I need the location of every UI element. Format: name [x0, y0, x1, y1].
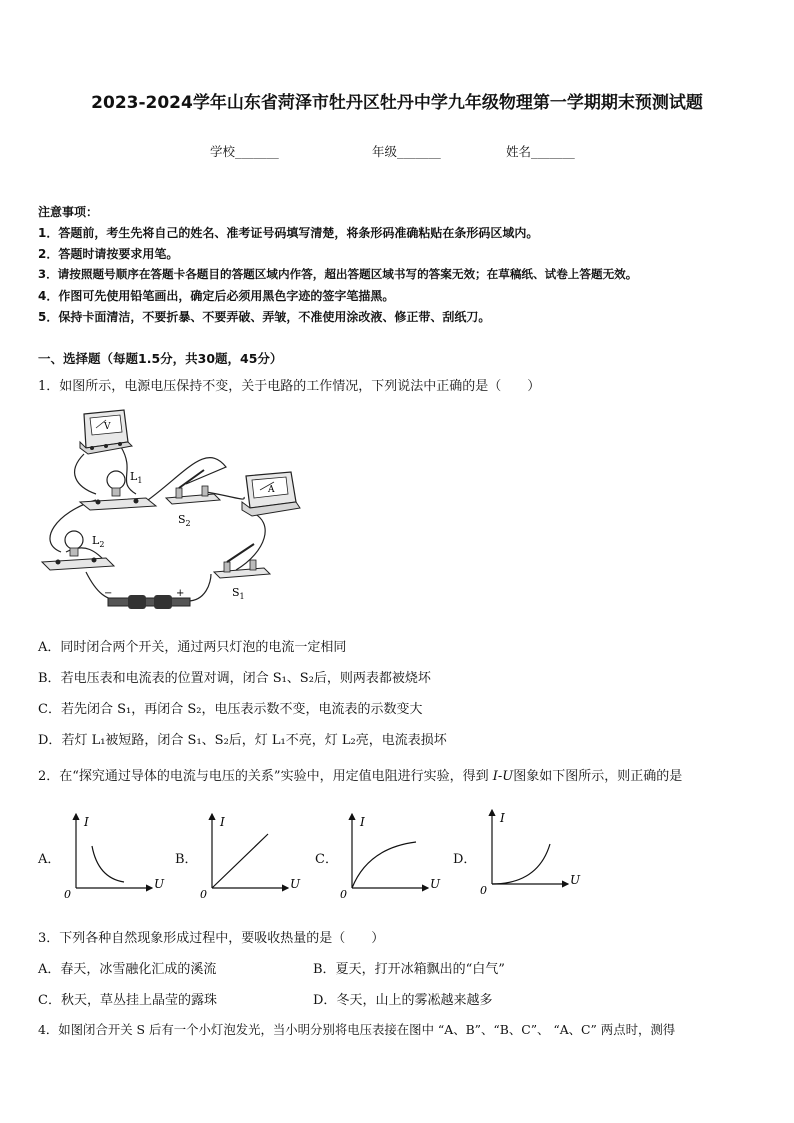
- ammeter-icon: [242, 472, 300, 516]
- graph-a-curve: [92, 846, 124, 882]
- graph-a-x-label: U: [154, 877, 165, 891]
- graph-d-curve: [492, 844, 550, 884]
- q3-option-b[interactable]: B．夏天，打开冰箱飘出的“白气”: [313, 962, 505, 977]
- grade-field: [372, 142, 441, 160]
- q3-stem: 3．下列各种自然现象形成过程中，要吸收热量的是（ ）: [38, 931, 385, 946]
- l2-label: $L_2$: [92, 534, 105, 549]
- l1-label: $L_1$: [130, 470, 143, 485]
- q2-stem: 2．在“探究通过导体的电流与电压的关系”实验中，用定值电阻进行实验，得到 I-U图象如下图所示，则正确的是: [38, 769, 683, 784]
- graph-a-origin: 0: [64, 888, 71, 900]
- q1-option-c[interactable]: C．若先闭合 S₁，再闭合 S₂，电压表示数不变，电流表的示数变大: [38, 702, 423, 717]
- graph-b-x-label: U: [290, 877, 301, 891]
- name-blank: _______: [531, 144, 575, 159]
- notice-heading: 注意事项：: [38, 205, 99, 219]
- switch-s1-icon: [214, 544, 270, 601]
- exam-title: 2023-2024学年山东省菏泽市牡丹区牡丹中学九年级物理第一学期期末预测试题: [91, 93, 703, 113]
- voltmeter-icon: [80, 410, 132, 454]
- s2-label: $S_2$: [178, 513, 191, 528]
- graph-c-y-label: I: [360, 815, 365, 829]
- bulb-l1-icon: [80, 470, 156, 510]
- circuit-figure: [36, 402, 346, 612]
- q3-option-d[interactable]: D．冬天，山上的雾凇越来越多: [313, 993, 493, 1008]
- graph-d-y-label: I: [500, 811, 505, 825]
- battery-plus-label: +: [176, 588, 185, 599]
- s1-label: $S_1$: [232, 586, 245, 601]
- q1-option-a[interactable]: A．同时闭合两个开关，通过两只灯泡的电流一定相同: [38, 640, 347, 655]
- graph-a-y-label: I: [84, 815, 89, 829]
- graph-c-curve: [352, 842, 416, 888]
- grade-blank: _______: [397, 144, 441, 159]
- q1-stem: 1．如图所示，电源电压保持不变，关于电路的工作情况，下列说法中正确的是（ ）: [38, 379, 541, 394]
- graph-a[interactable]: [62, 808, 172, 900]
- name-field: [506, 142, 575, 160]
- graph-c-x-label: U: [430, 877, 441, 891]
- name-label: 姓名: [506, 144, 532, 159]
- graph-d[interactable]: [478, 804, 588, 896]
- q1-option-d[interactable]: D．若灯 L₁被短路，闭合 S₁、S₂后，灯 L₁不亮，灯 L₂亮，电流表损坏: [38, 733, 447, 748]
- graph-b-y-label: I: [220, 815, 225, 829]
- battery-minus-label: −: [104, 588, 113, 599]
- notice-item-5: 5．保持卡面清洁，不要折暴、不要弄破、弄皱，不准使用涂改液、修正带、刮纸刀。: [38, 310, 491, 324]
- q2-option-b-label[interactable]: B．: [175, 852, 198, 867]
- q2-option-c-label[interactable]: C．: [315, 852, 338, 867]
- section-heading: 一、选择题（每题1.5分，共30题，45分）: [38, 351, 283, 366]
- notice-item-2: 2．答题时请按要求用笔。: [38, 247, 179, 261]
- battery-icon: [104, 588, 190, 609]
- notice-item-4: 4．作图可先使用铅笔画出，确定后必须用黑色字迹的签字笔描黑。: [38, 289, 395, 303]
- graph-c[interactable]: [338, 808, 448, 900]
- graph-c-origin: 0: [340, 888, 347, 900]
- q3-option-a[interactable]: A．春天，冰雪融化汇成的溪流: [38, 962, 217, 977]
- school-blank: _______: [235, 144, 279, 159]
- graph-b[interactable]: [198, 808, 308, 900]
- grade-label: 年级: [372, 144, 398, 159]
- school-field: [210, 142, 279, 160]
- notice-item-1: 1．答题前，考生先将自己的姓名、准考证号码填写清楚，将条形码准确粘贴在条形码区域内。: [38, 226, 539, 240]
- bulb-l2-icon: [42, 531, 114, 570]
- q2-option-d-label[interactable]: D．: [453, 852, 477, 867]
- q3-option-c[interactable]: C．秋天，草丛挂上晶莹的露珠: [38, 993, 217, 1008]
- q4-stem: 4．如图闭合开关 S 后有一个小灯泡发光，当小明分别将电压表接在图中 “A、B”、“B、C”、 “A、C” 两点时，测得: [38, 1022, 676, 1037]
- graph-d-origin: 0: [480, 884, 487, 896]
- voltmeter-label: V: [104, 422, 111, 432]
- q2-option-a-label[interactable]: A．: [38, 852, 61, 867]
- graph-b-line: [212, 834, 268, 888]
- ammeter-label: A: [268, 485, 275, 495]
- graph-b-origin: 0: [200, 888, 207, 900]
- q1-option-b[interactable]: B．若电压表和电流表的位置对调，闭合 S₁、S₂后，则两表都被烧坏: [38, 671, 431, 686]
- graph-d-x-label: U: [570, 873, 581, 887]
- notice-item-3: 3．请按照题号顺序在答题卡各题目的答题区域内作答，超出答题区域书写的答案无效；在草稿纸、试卷上答题无效。: [38, 267, 638, 281]
- school-label: 学校: [210, 144, 236, 159]
